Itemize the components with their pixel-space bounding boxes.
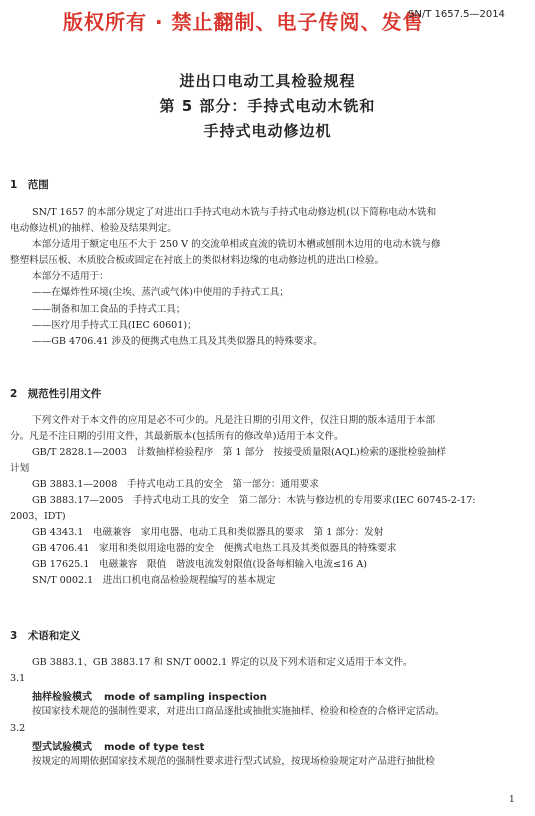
section-1-line: 整塑料层压板、木质胶合板或固定在衬底上的类似材料边缘的电动修边机的进出口检验。 [10,255,385,266]
term-english: mode of type test [104,742,205,753]
reference-item-continued: 2003，IDT) [10,511,66,522]
section-1-list-item: ——GB 4706.41 涉及的便携式电热工具及其类似器具的特殊要求。 [32,336,323,347]
term-chinese: 型式试验模式 [32,742,92,753]
document-title-line2: 第 5 部分：手持式电动木铣和 [159,97,376,115]
section-3-intro: GB 3883.1、GB 3883.17 和 SN/T 0002.1 界定的以及下列术语和定义适用于本文件。 [32,657,413,668]
section-1-line: 本部分不适用于： [32,271,109,282]
section-1-line: SN/T 1657 的本部分规定了对进出口手持式电动木铣与手持式电动修边机(以下简称电动木铣和 [32,207,437,218]
page-number: 1 [509,795,515,805]
section-1-list-item: ——制备和加工食品的手持式工具； [32,304,186,315]
section-1-line: 本部分适用于额定电压不大于 250 V 的交流单相或直流的铣切木槽或刨削木边用的电动木铣与修 [32,239,441,250]
term-english: mode of sampling inspection [104,692,267,703]
section-3-heading: 3 术语和定义 [10,630,81,642]
reference-item: GB 4706.41 家用和类似用途电器的安全 便携式电热工具及其类似器具的特殊要求 [32,543,397,554]
reference-item: SN/T 0002.1 进出口机电商品检验规程编写的基本规定 [32,575,276,586]
section-2-line: 分。凡是不注日期的引用文件，其最新版本(包括所有的修改单)适用于本文件。 [10,431,344,442]
term-definition: 按规定的周期依据国家技术规范的强制性要求进行型式试验，按现场检验规定对产品进行抽批检 [32,756,435,767]
document-title-line1: 进出口电动工具检验规程 [179,72,356,90]
term-heading [32,738,204,753]
section-2-line: 下列文件对于本文件的应用是必不可少的。凡是注日期的引用文件，仅注日期的版本适用于本部 [32,415,435,426]
copyright-watermark: 版权所有 · 禁止翻制、电子传阅、发售 [63,10,424,34]
section-2-heading: 2 规范性引用文件 [10,388,102,400]
document-title-line3: 手持式电动修边机 [203,122,332,140]
reference-item-continued: 计划 [10,463,30,474]
standard-number: SN/T 1657.5—2014 [408,9,505,20]
reference-item: GB/T 2828.1—2003 计数抽样检验程序 第 1 部分 按接受质量限(AQL)检索的逐批检验抽样 [32,447,447,458]
term-number: 3.2 [10,723,26,734]
reference-item: GB 3883.17—2005 手持式电动工具的安全 第二部分：木铣与修边机的专用要求(IEC 60745-2-17: [32,495,476,506]
section-1-list-item: ——医疗用手持式工具(IEC 60601)； [32,320,197,331]
reference-item: GB 4343.1 电磁兼容 家用电器、电动工具和类似器具的要求 第 1 部分：发射 [32,527,384,538]
reference-item: GB 17625.1 电磁兼容 限值 谐波电流发射限值(设备每相输入电流≤16 A) [32,559,367,570]
term-chinese: 抽样检验模式 [32,692,92,703]
term-heading [32,688,267,703]
reference-item: GB 3883.1—2008 手持式电动工具的安全 第一部分：通用要求 [32,479,319,490]
section-1-list-item: ——在爆炸性环境(尘埃、蒸汽或气体)中使用的手持式工具； [32,287,289,298]
section-1-heading: 1 范围 [10,179,49,191]
term-definition: 按国家技术规范的强制性要求，对进出口商品逐批或抽批实施抽样、检验和检查的合格评定活动。 [32,706,445,717]
section-1-line: 电动修边机)的抽样、检验及结果判定。 [10,223,177,234]
term-number: 3.1 [10,673,26,684]
